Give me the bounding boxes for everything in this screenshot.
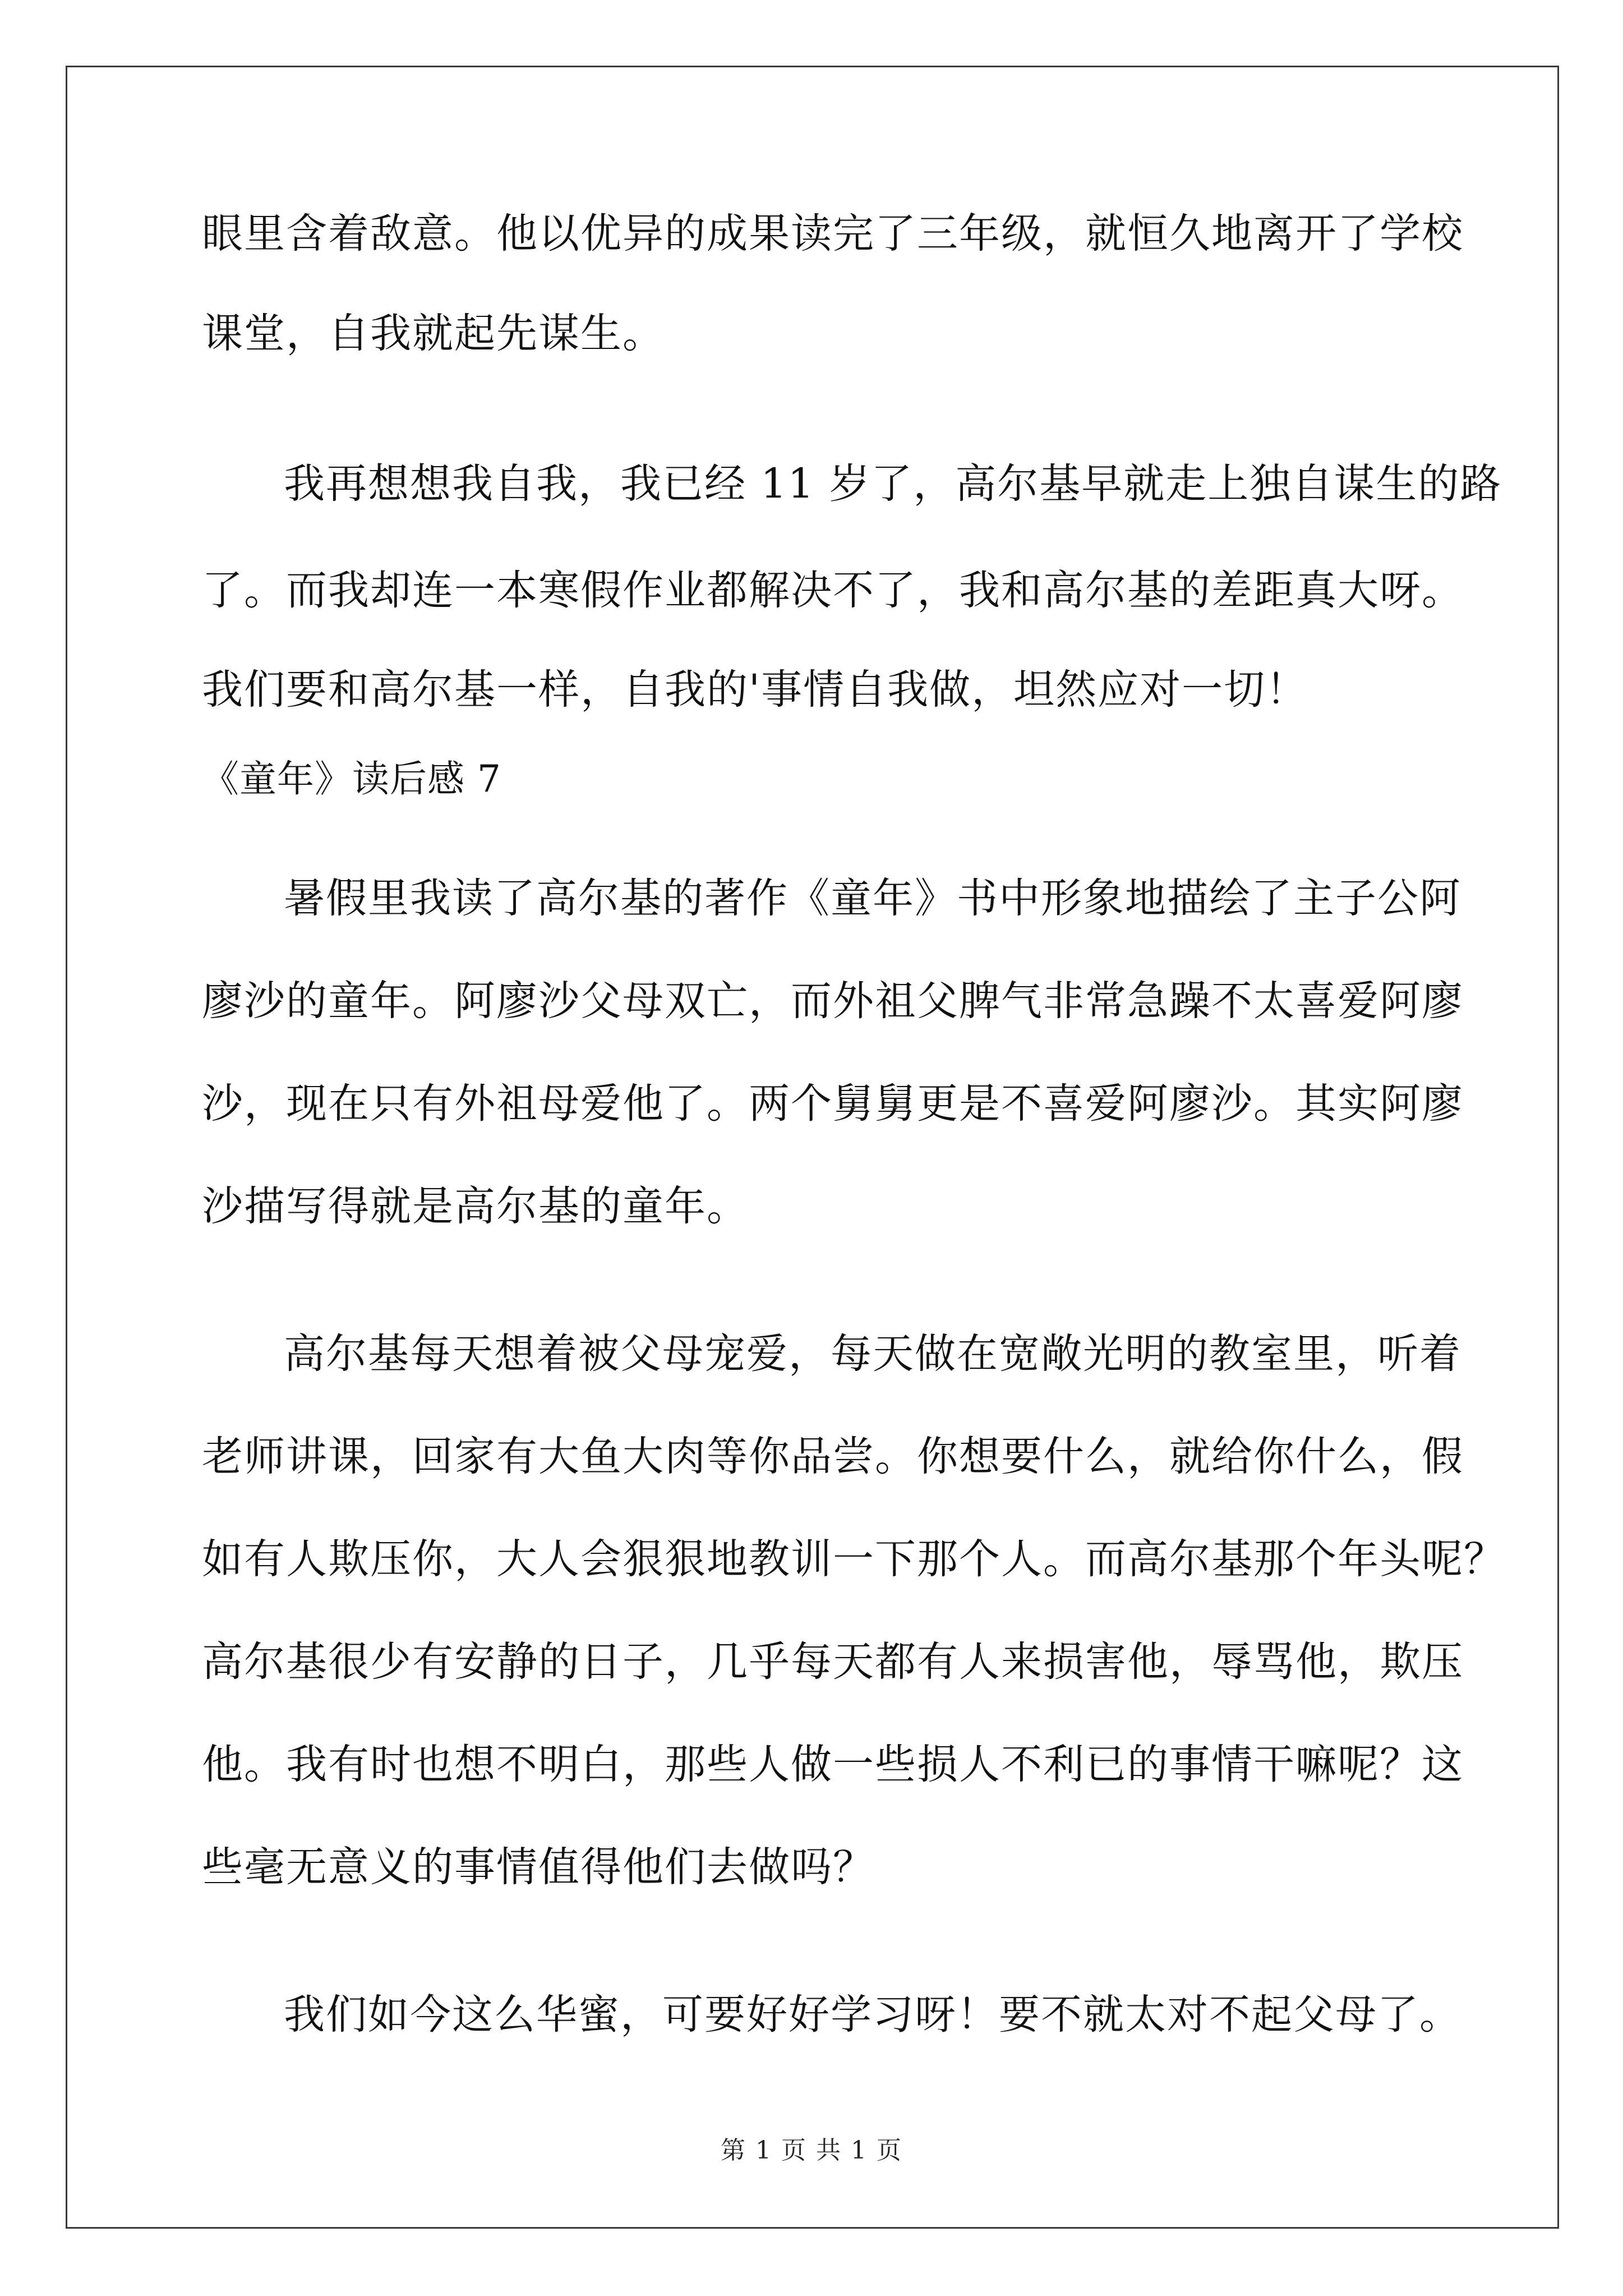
text-line-15: 他。我有时也想不明白，那些人做一些损人不利已的事情干嘛呢？这 xyxy=(202,1741,1464,1788)
text-line-1: 眼里含着敌意。他以优异的成果读完了三年级，就恒久地离开了学校 xyxy=(202,210,1464,257)
text-line-5: 我们要和高尔基一样，自我的'事情自我做，坦然应对一切！ xyxy=(202,666,1308,714)
section-heading: 《童年》读后感 7 xyxy=(202,757,501,800)
text-line-10: 沙描写得就是高尔基的童年。 xyxy=(202,1182,749,1230)
document-body xyxy=(202,210,1506,2039)
text-line-11: 高尔基每天想着被父母宠爱，每天做在宽敞光明的教室里，听着 xyxy=(284,1330,1461,1378)
text-line-9: 沙，现在只有外祖母爱他了。两个舅舅更是不喜爱阿廖沙。其实阿廖 xyxy=(202,1080,1464,1128)
text-line-3: 我再想想我自我，我已经 11 岁了，高尔基早就走上独自谋生的路 xyxy=(284,460,1502,508)
text-line-7: 暑假里我读了高尔基的著作《童年》书中形象地描绘了主子公阿 xyxy=(284,875,1461,922)
page-number-footer: 第 1 页 共 1 页 xyxy=(721,2136,902,2165)
text-line-12: 老师讲课，回家有大鱼大肉等你品尝。你想要什么，就给你什么，假 xyxy=(202,1433,1464,1480)
text-line-2: 课堂，自我就起先谋生。 xyxy=(202,310,665,357)
text-line-8: 廖沙的童年。阿廖沙父母双亡，而外祖父脾气非常急躁不太喜爱阿廖 xyxy=(202,977,1464,1025)
text-line-17: 我们如今这么华蜜，可要好好学习呀！要不就太对不起父母了。 xyxy=(284,1991,1461,2039)
text-line-4: 了。而我却连一本寒假作业都解决不了，我和高尔基的差距真大呀。 xyxy=(202,567,1464,614)
text-line-16: 些毫无意义的事情值得他们去做吗？ xyxy=(202,1843,875,1891)
text-line-14: 高尔基很少有安静的日子，几乎每天都有人来损害他，辱骂他，欺压 xyxy=(202,1638,1464,1686)
text-line-13: 如有人欺压你，大人会狠狠地教训一下那个人。而高尔基那个年头呢？ xyxy=(202,1535,1506,1583)
